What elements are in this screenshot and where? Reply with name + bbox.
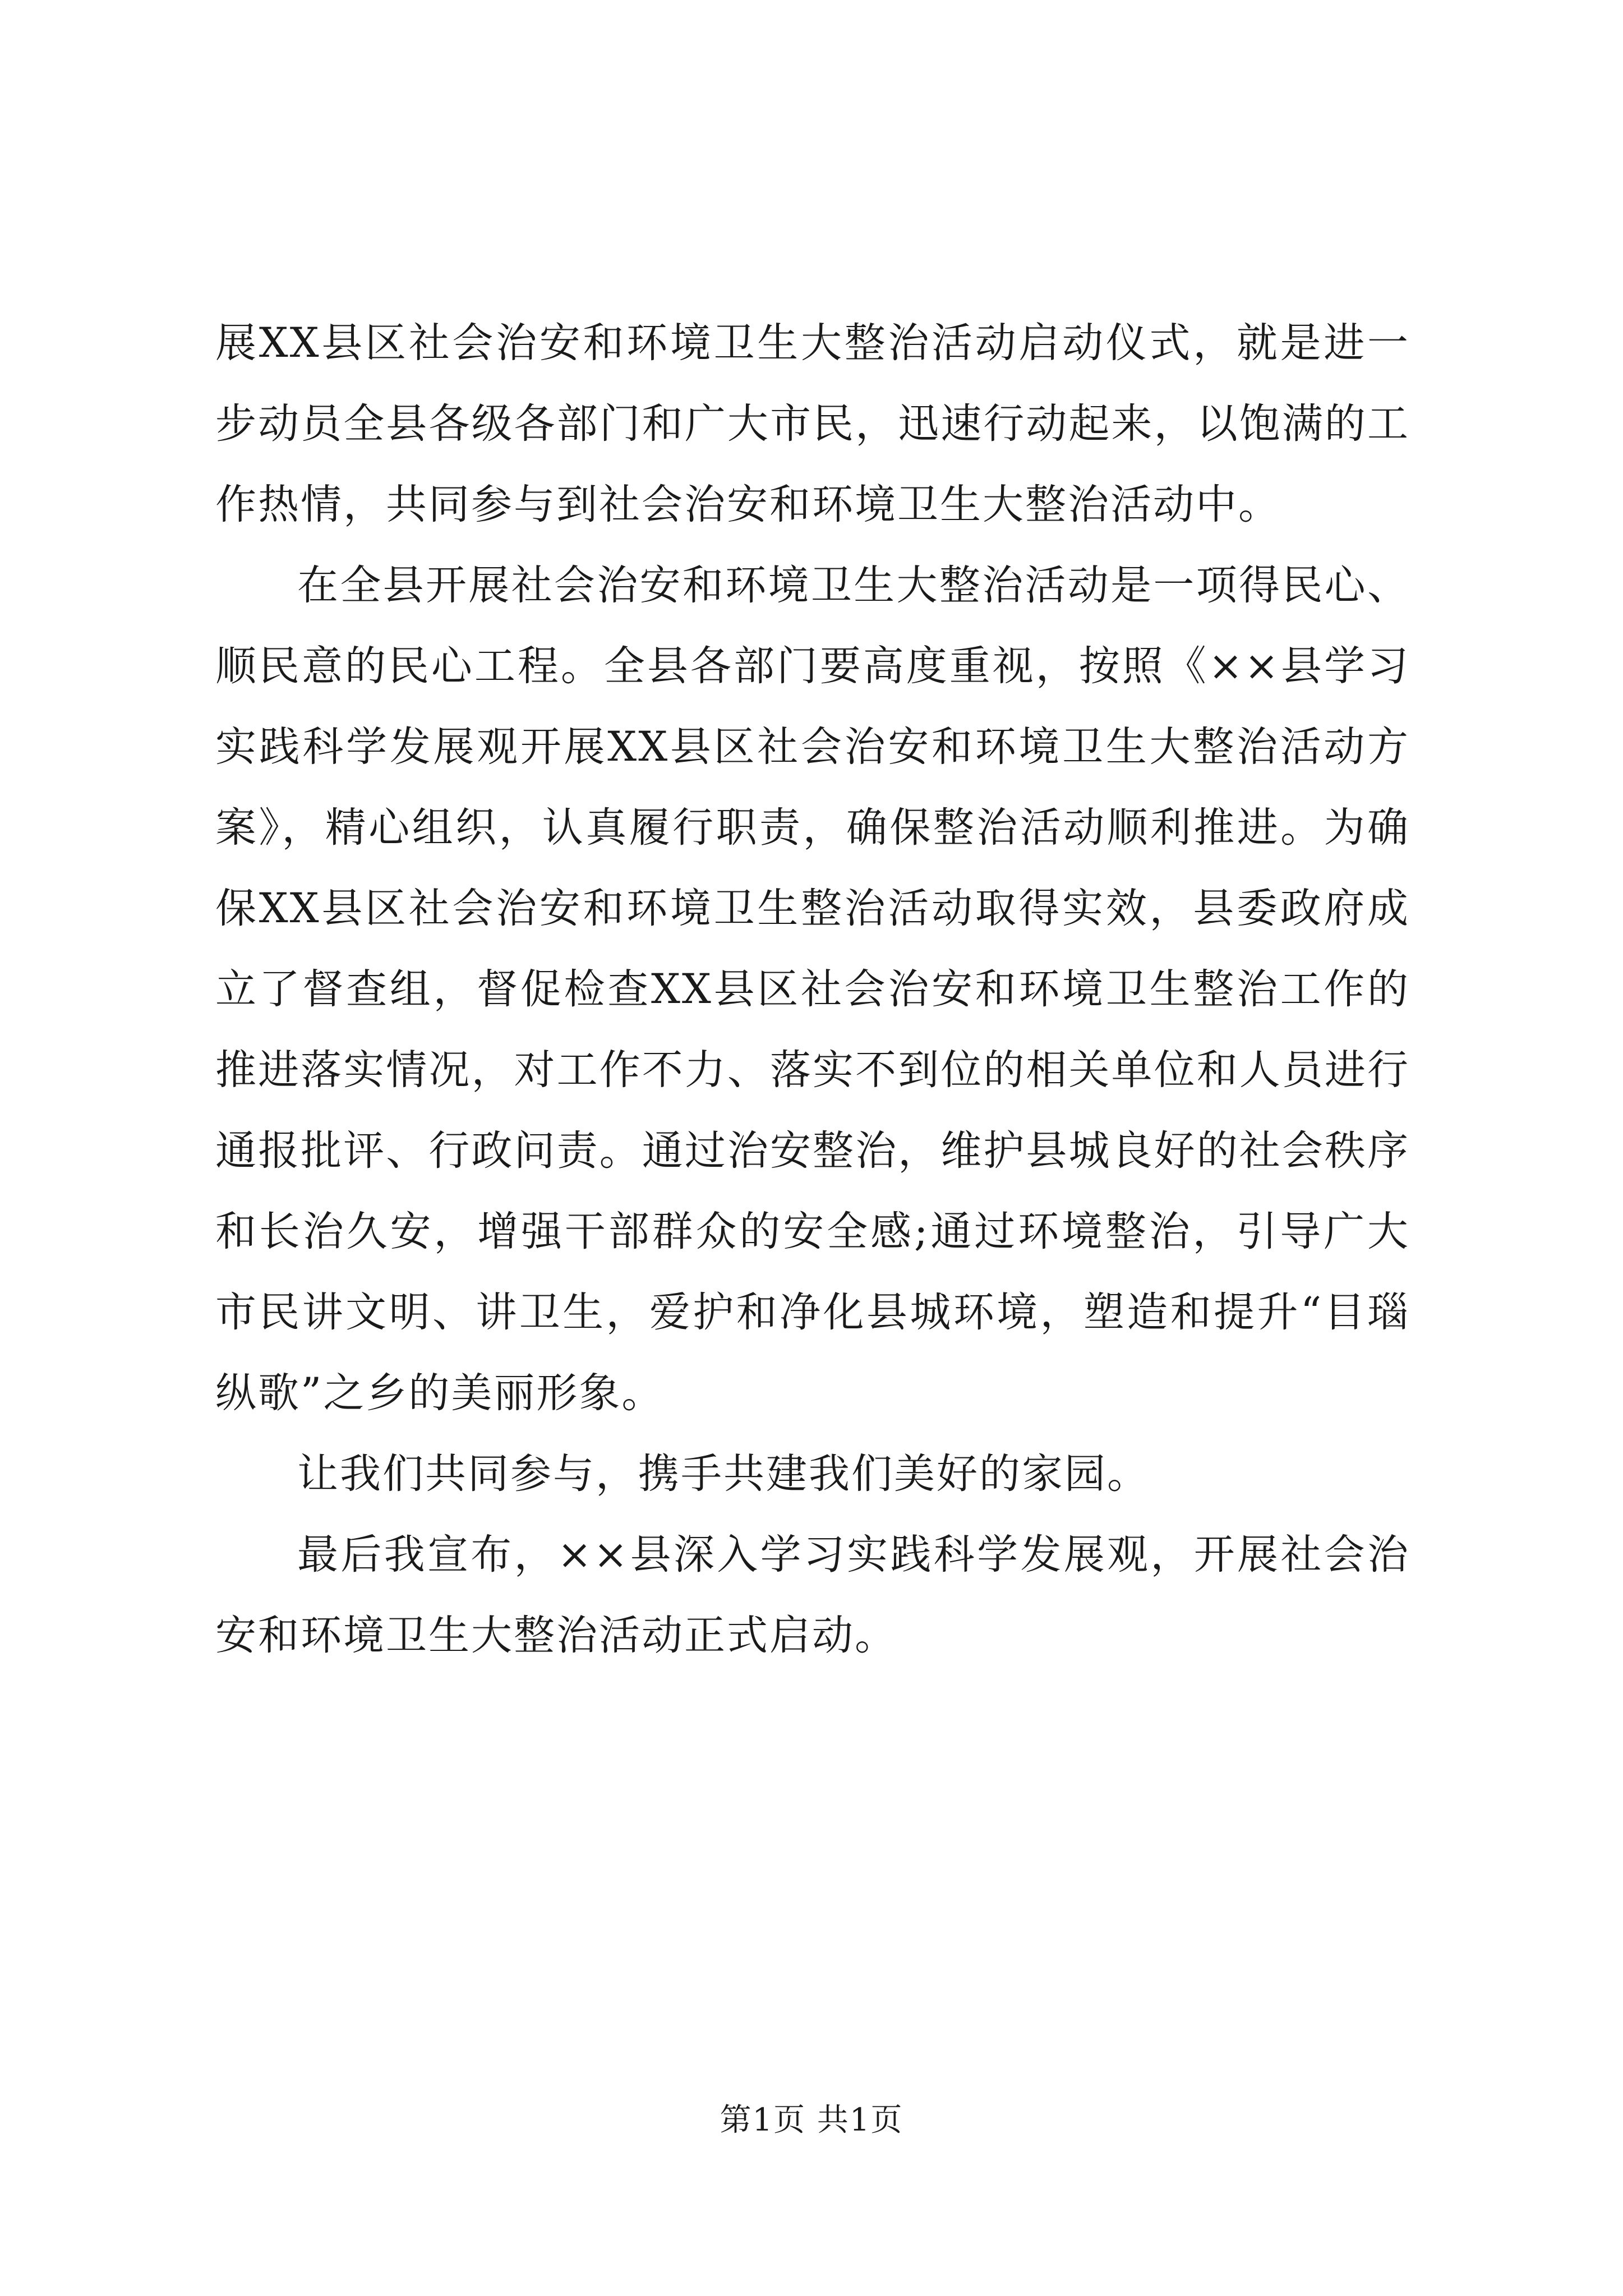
paragraph-continued: 展XX县区社会治安和环境卫生大整治活动启动仪式，就是进一步动员全县各级各部门和广大市民，迅速行动起来，以饱满的工作热情，共同参与到社会治安和环境卫生大整治活动中。 [215,319,1410,528]
page-footer: 第1页 共1页 [720,2102,903,2138]
paragraph-call-to-action: 让我们共同参与，携手共建我们美好的家园。 [297,1450,1150,1498]
document-body [215,303,1410,1676]
paragraph-activity-overview: 在全县开展社会治安和环境卫生大整治活动是一项得民心、顺民意的民心工程。全县各部门要高度重视，按照《××县学习实践科学发展观开展XX县区社会治安和环境卫生大整治活动方案》，精心组织，认真履行职责，确保整治活动顺利推进。为确保XX县区社会治安和环境卫生整治活动取得实效，县委政府成立了督查组，督促检查XX县区社会治安和环境卫生整治工作的推进落实情况，对工作不力、落实不到位的相关单位和人员进行通报批评、行政问责。通过治安整治，维护县城良好的社会秩序和长治久安，增强干部群众的安全感;通过环境整治，引导广大市民讲文明、讲卫生，爱护和净化县城环境，塑造和提升“目瑙纵歌”之乡的美丽形象。 [215,562,1410,1417]
paragraph-announcement: 最后我宣布，××县深入学习实践科学发展观，开展社会治安和环境卫生大整治活动正式启动。 [215,1531,1410,1659]
